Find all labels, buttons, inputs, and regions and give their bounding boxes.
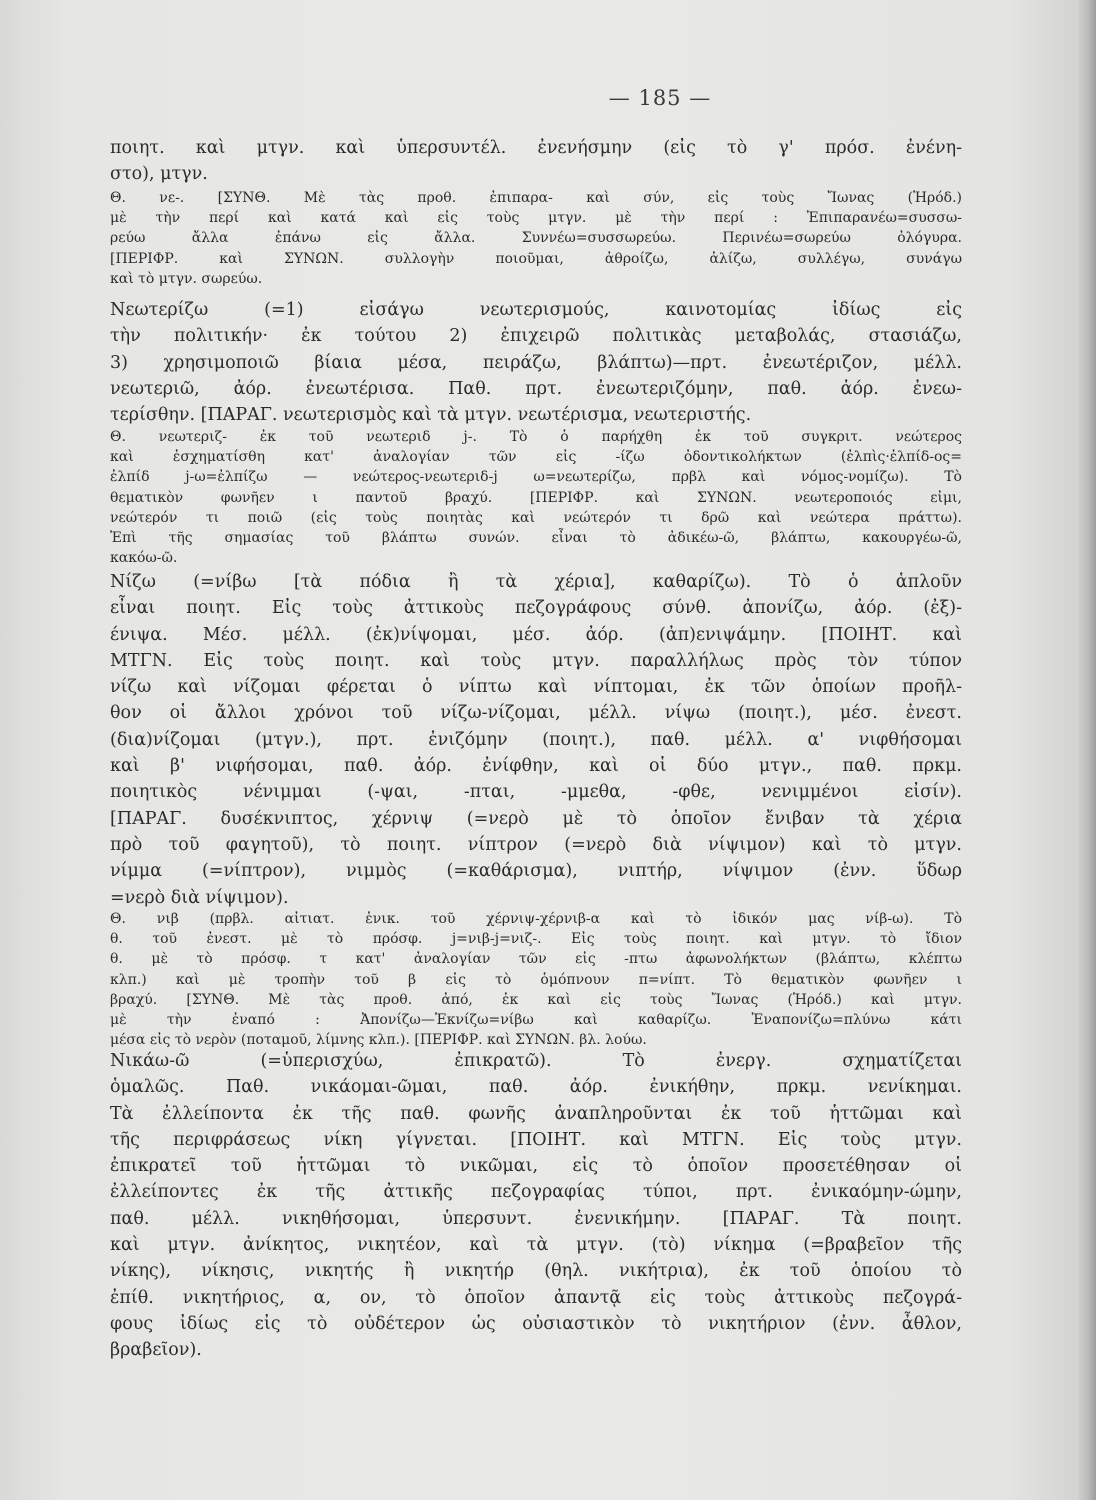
text-line: Νίζω (=νίβω [τὰ πόδια ἢ τὰ χέρια], καθαρίζω). Τὸ ὁ ἁπλοῦν	[110, 572, 962, 592]
text-line: νεωτεριῶ, ἀόρ. ἐνεωτέρισα. Παθ. πρτ. ἐνεωτεριζόμην, παθ. ἀόρ. ἐνεω-	[110, 378, 962, 399]
text-line: παθ. μέλλ. νικηθήσομαι, ὑπερσυντ. ἐνενικήμην. [ΠΑΡΑΓ. Τὰ ποιητ.	[110, 1208, 962, 1229]
note-line: μὲ τὴν περί καὶ κατά καὶ εἰς τοὺς μτγν. μὲ τὴν περί : Ἐπιπαρανέω=συσσω-	[110, 210, 962, 227]
text-line: ἐπίθ. νικητήριος, α, ον, τὸ ὁποῖον ἀπαντᾷ εἰς τοὺς ἀττικοὺς πεζογρά-	[110, 1287, 962, 1308]
note-line: Θ. νεωτεριζ- ἐκ τοῦ νεωτεριδ j-. Τὸ ὁ παρήχθη ἐκ τοῦ συγκριτ. νεώτερος	[110, 429, 962, 445]
text-line: θον οἱ ἄλλοι χρόνοι τοῦ νίζω-νίζομαι, μέλλ. νίψω (ποιητ.), μέσ. ἐνεστ.	[110, 703, 962, 724]
text-line: βραβεῖον).	[110, 1340, 202, 1361]
note-nizo	[110, 909, 962, 1050]
note-line: Ἐπὶ τῆς σημασίας τοῦ βλάπτω συνών. εἶναι τὸ ἀδικέω-ῶ, βλάπτω, κακουργέω-ῶ,	[110, 529, 962, 546]
text-line: =νερὸ διὰ νίψιμον).	[110, 887, 289, 908]
text-line: φους ἰδίως εἰς τὸ οὐδέτερον ὡς οὐσιαστικὸν τὸ νικητήριον (ἐνν. ἆθλον,	[110, 1313, 962, 1334]
page-edge-shadow	[1078, 0, 1096, 1500]
text-line: ΜΤΓΝ. Εἰς τοὺς ποιητ. καὶ τοὺς μτγν. παραλλήλως πρὸς τὸν τύπον	[110, 650, 962, 671]
page-number: — 185 —	[608, 86, 712, 110]
text-line: ἐλλείποντες ἐκ τῆς ἀττικῆς πεζογραφίας τύποι, πρτ. ἐνικαόμην-ώμην,	[110, 1182, 962, 1203]
text-line: ἐπικρατεῖ τοῦ ἡττῶμαι τὸ νικῶμαι, εἰς τὸ ὁποῖον προσετέθησαν οἱ	[110, 1156, 962, 1177]
text-line: τὴν πολιτικήν· ἐκ τούτου 2) ἐπιχειρῶ πολιτικὰς μεταβολάς, στασιάζω,	[110, 326, 962, 347]
note-line: κακόω-ῶ.	[110, 550, 178, 567]
text-line: στο), μτγν.	[110, 164, 208, 185]
note-line: μὲ τὴν ἐναπό : Ἀπονίζω—Ἐκνίζω=νίβω καὶ καθαρίζω. Ἐναπονίζω=πλύνω κάτι	[110, 1011, 962, 1028]
note-line: ρεύω ἄλλα ἐπάνω εἰς ἄλλα. Συννέω=συσσωρεύω. Περινέω=σωρεύω ὀλόγυρα.	[110, 230, 962, 247]
note-line: βραχύ. [ΣΥΝΘ. Μὲ τὰς προθ. ἀπό, ἐκ καὶ εἰς τοὺς Ἴωνας (Ἡρόδ.) καὶ μτγν.	[110, 991, 962, 1008]
note-line: θεματικὸν φωνῆεν ι παντοῦ βραχύ. [ΠΕΡΙΦΡ. καὶ ΣΥΝΩΝ. νεωτεροποιός εἰμι,	[110, 489, 962, 506]
entry-neoterizo	[110, 297, 962, 428]
note-line: Θ. νιβ (πρβλ. αἰτιατ. ἑνικ. τοῦ χέρνιψ-χέρνιβ-α καὶ τὸ ἰδικόν μας νίβ-ω). Τὸ	[110, 911, 962, 927]
note-neoterizo	[110, 427, 962, 568]
text-line: νίμμα (=νίπτρον), νιμμὸς (=καθάρισμα), νιπτήρ, νίψιμον (ἐνν. ὕδωρ	[110, 861, 962, 882]
text-line: πρὸ τοῦ φαγητοῦ), τὸ ποιητ. νίπτρον (=νερὸ διὰ νίψιμον) καὶ τὸ μτγν.	[110, 834, 962, 855]
note-line: θ. μὲ τὸ πρόσφ. τ κατ' ἀναλογίαν τῶν εἰς -πτω ἀφωνολήκτων (βλάπτω, κλέπτω	[110, 951, 962, 968]
text-line: Νεωτερίζω (=1) εἰσάγω νεωτερισμούς, καινοτομίας ἰδίως εἰς	[110, 300, 962, 320]
note-line: μέσα εἰς τὸ νερὸν (ποταμοῦ, λίμνης κλπ.). [ΠΕΡΙΦΡ. καὶ ΣΥΝΩΝ. βλ. λούω.	[110, 1032, 647, 1049]
text-line: καὶ β' νιφήσομαι, παθ. ἀόρ. ἐνίφθην, καὶ οἱ δύο μτγν., παθ. πρκμ.	[110, 756, 962, 777]
note-line: νεώτερόν τι ποιῶ (εἰς τοὺς ποιητὰς καὶ νεώτερόν τι δρῶ καὶ νεώτερα πράττω).	[110, 509, 962, 526]
entry-nizo	[110, 569, 962, 911]
text-line: ὁμαλῶς. Παθ. νικάομαι-ῶμαι, παθ. ἀόρ. ἐνικήθην, πρκμ. νενίκημαι.	[110, 1077, 962, 1098]
text-line: τερίσθην. [ΠΑΡΑΓ. νεωτερισμὸς καὶ τὰ μτγν. νεωτέρισμα, νεωτεριστής.	[110, 405, 752, 426]
text-line: εἶναι ποιητ. Εἰς τοὺς ἀττικοὺς πεζογράφους σύνθ. ἀπονίζω, ἀόρ. (ἐξ)-	[110, 598, 962, 619]
text-line: (δια)νίζομαι (μτγν.), πρτ. ἐνιζόμην (ποιητ.), παθ. μέλλ. α' νιφθήσομαι	[110, 729, 962, 750]
note-line: καὶ τὸ μτγν. σωρεύω.	[110, 270, 263, 287]
note-line: ἐλπίδ j-ω=ἐλπίζω — νεώτερος-νεωτεριδ-j ω=νεωτερίζω, πρβλ καὶ νόμος-νομίζω). Τὸ	[110, 469, 962, 486]
note-line: θ. τοῦ ἐνεστ. μὲ τὸ πρόσφ. j=νιβ-j=νιζ-. Εἰς τοὺς ποιητ. καὶ μτγν. τὸ ἴδιον	[110, 931, 962, 948]
note-line: [ΠΕΡΙΦΡ. καὶ ΣΥΝΩΝ. συλλογὴν ποιοῦμαι, ἀθροίζω, ἁλίζω, συλλέγω, συνάγω	[110, 250, 962, 267]
text-line: τῆς περιφράσεως νίκη γίγνεται. [ΠΟΙΗΤ. καὶ ΜΤΓΝ. Εἰς τοὺς μτγν.	[110, 1129, 962, 1150]
text-line: νίζω καὶ νίζομαι φέρεται ὁ νίπτω καὶ νίπτομαι, ἐκ τῶν ὁποίων προῆλ-	[110, 677, 962, 698]
text-line: 3) χρησιμοποιῶ βίαια μέσα, πειράζω, βλάπτω)—πρτ. ἐνεωτέριζον, μέλλ.	[110, 352, 962, 373]
text-line: καὶ μτγν. ἀνίκητος, νικητέον, καὶ τὰ μτγν. (τὸ) νίκημα (=βραβεῖον τῆς	[110, 1235, 962, 1256]
text-line: ποιητ. καὶ μτγν. καὶ ὑπερσυντέλ. ἐνενήσμην (εἰς τὸ γ' πρόσ. ἐνένη-	[110, 138, 962, 158]
text-line: Νικάω-ῶ (=ὑπερισχύω, ἐπικρατῶ). Τὸ ἐνεργ. σχηματίζεται	[110, 1051, 962, 1071]
note-line: Θ. νε-. [ΣΥΝΘ. Μὲ τὰς προθ. ἐπιπαρα- καὶ σύν, εἰς τοὺς Ἴωνας (Ἡρόδ.)	[110, 190, 962, 206]
text-line: ένιψα. Μέσ. μέλλ. (ἐκ)νίψομαι, μέσ. ἀόρ. (ἀπ)ενιψάμην. [ΠΟΙΗΤ. καὶ	[110, 624, 962, 645]
continuation-note	[110, 188, 962, 289]
note-line: καὶ ἐσχηματίσθη κατ' ἀναλογίαν τῶν εἰς -ίζω ὀδοντικολήκτων (ἐλπὶς·ἐλπίδ-ος=	[110, 449, 962, 466]
text-line: νίκης), νίκησις, νικητής ἢ νικητήρ (θηλ. νικήτρια), ἐκ τοῦ ὁποίου τὸ	[110, 1261, 962, 1282]
text-line: Τὰ ἐλλείποντα ἐκ τῆς παθ. φωνῆς ἀναπληροῦνται ἐκ τοῦ ἡττῶμαι καὶ	[110, 1103, 962, 1124]
text-line: [ΠΑΡΑΓ. δυσέκνιπτος, χέρνιψ (=νερὸ μὲ τὸ ὁποῖον ἔνιβαν τὰ χέρια	[110, 808, 962, 829]
entry-nikao	[110, 1048, 962, 1364]
continuation-paragraph	[110, 135, 962, 188]
text-line: ποιητικὸς νένιμμαι (-ψαι, -πται, -μμεθα, -φθε, νενιμμένοι εἰσίν).	[110, 782, 962, 803]
note-line: κλπ.) καὶ μὲ τροπὴν τοῦ β εἰς τὸ ὁμόπνουν π=νίπτ. Τὸ θεματικὸν φωνῆεν ι	[110, 971, 962, 988]
